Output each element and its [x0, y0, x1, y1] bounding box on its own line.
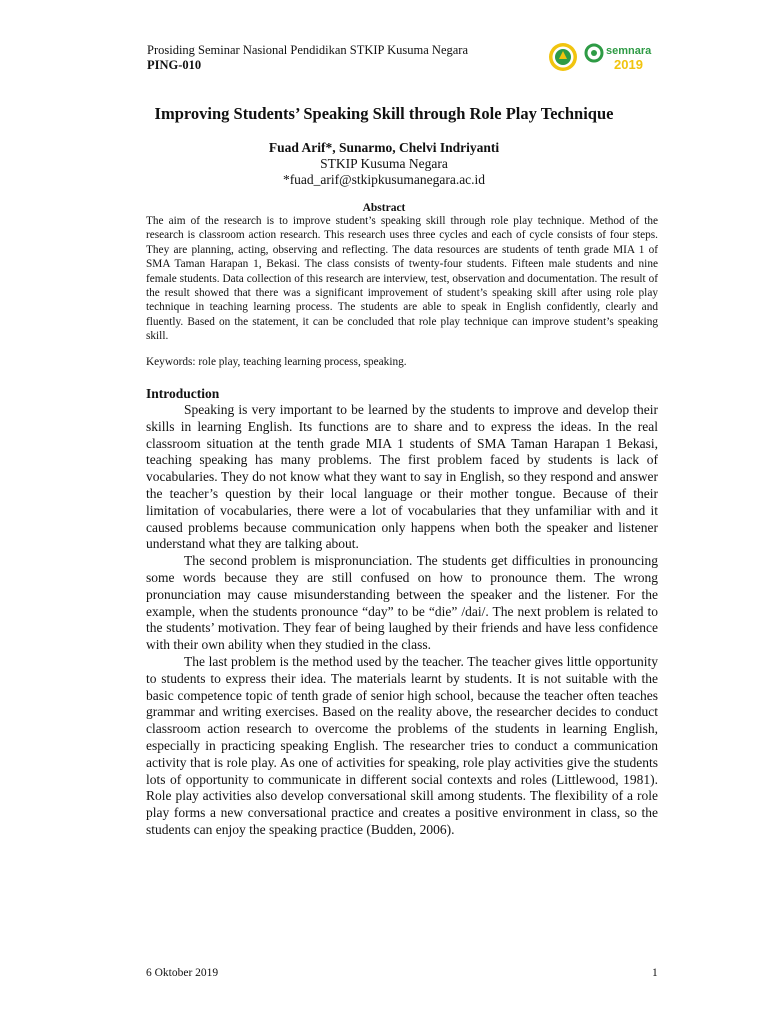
- page-number: 1: [652, 967, 658, 979]
- paper-code: PING-010: [147, 58, 202, 72]
- keywords: Keywords: role play, teaching learning process, speaking.: [146, 356, 407, 368]
- contact-email: *fuad_arif@stkipkusumanegara.ac.id: [282, 172, 486, 187]
- paragraph: The second problem is mispronunciation. The students get difficulties in pronouncing some words because they are still confused on how to pronounce them. The wrong pronunciation may cause misunderstanding between the speaker and the listener. For the example, when the students pronounce “day” to be “die” /dai/. The next problem is related to the students’ motivation. They fear of being laughed by their friends and have less confidence with their own ability when they studied in the class.: [146, 553, 658, 653]
- paragraph: Speaking is very important to be learned by the students to improve and develop their skills in learning English. Its functions are to share and to express the ideas. In the real classroom situation at the tenth grade MIA 1 students of SMA Taman Harapan 1 Bekasi, teaching speaking has many problems. The first problem faced by students is lack of vocabularies. They do not know what they want to say in English, so they respond and answer the teacher’s question by their local language or their mother tongue. Because of their limitation of vocabularies, there were a lot of vocabularies that they unfamiliar with and it caused problems because communication only happens when both the speaker and listener understand what they are talking about.: [146, 402, 658, 552]
- abstract-heading: Abstract: [362, 202, 406, 214]
- author-block: [100, 140, 668, 188]
- abstract-text: The aim of the research is to improve student’s speaking skill through role play technique. Method of the research is classroom action research. This research uses three cycles and each of cycle consists of four steps. They are planning, acting, observing and reflecting. The data resources are students of tenth grade MIA 1 of SMA Taman Harapan 1, Bekasi. The class consists of twenty-four students. Fifteen male students and nine female students. Data collection of this research are interview, test, observation and documentation. The result of the result showed that there was a significant improvement of student’s speaking skill after using role play technique in teaching learning process. The students are able to speak in English confidently, clearly and fluently. Based on the statement, it can be concluded that role play technique can improve student’s speaking skill.: [146, 215, 658, 343]
- footer-date: 6 Oktober 2019: [146, 967, 219, 979]
- introduction-body: [146, 402, 658, 839]
- paper-title: Improving Students’ Speaking Skill through Role Play Technique: [154, 104, 614, 123]
- institution: STKIP Kusuma Negara: [320, 156, 448, 171]
- paragraph: The last problem is the method used by the teacher. The teacher gives little opportunity to students to express their idea. The materials learnt by students. It is not suitable with the basic competence topic of tenth grade of senior high school, because the teacher often teaches grammar and writing exercises. Based on the reality above, the researcher decides to conduct classroom action research to overcome the problems of the students in learning English, especially in practicing speaking English. The researcher tries to conduct a communication activity that is role play. As one of activities for speaking, role play activities give the students lots of opportunity to communicate in different social contexts and roles (Littlewood, 1981). Role play activities also develop conversational skill among students. The flexibility of a role play forms a new conversational practice and creates a positive environment in class, so the students can enjoy the speaking practice (Budden, 2006).: [146, 653, 658, 837]
- proceedings-title: Prosiding Seminar Nasional Pendidikan STKIP Kusuma Negara: [147, 43, 469, 57]
- author-names: Fuad Arif*, Sunarmo, Chelvi Indriyanti: [268, 140, 500, 155]
- conference-logos: [548, 40, 660, 74]
- introduction-heading: Introduction: [146, 386, 220, 401]
- semnara-logo: [586, 45, 652, 72]
- logo-text-top: semnara: [606, 45, 652, 57]
- running-header: [147, 43, 468, 73]
- logo-text-bottom: 2019: [614, 57, 643, 72]
- university-seal-logo: [549, 43, 577, 71]
